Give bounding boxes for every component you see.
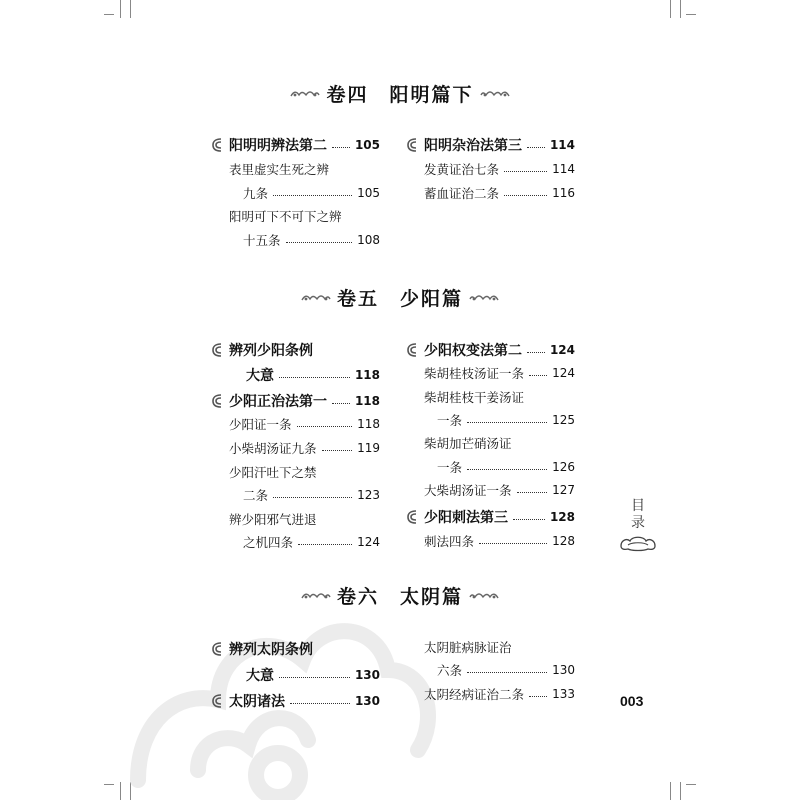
crop-mark — [130, 0, 131, 18]
toc-entry-label: 太阴脏病脉证治 — [424, 640, 512, 655]
leader-dots — [297, 426, 353, 427]
toc-page-number: 114 — [549, 138, 575, 152]
toc-entry[interactable] — [229, 437, 380, 459]
toc-entry[interactable] — [229, 158, 329, 180]
crop-mark — [104, 784, 114, 785]
section-title-text: 卷六 太阴篇 — [336, 585, 463, 608]
toc-entry-label: 柴胡桂枝汤证一条 — [424, 366, 525, 381]
toc-entry[interactable] — [243, 229, 380, 251]
leader-dots — [467, 469, 547, 470]
scroll-marker-icon — [210, 693, 226, 709]
leader-dots — [279, 677, 350, 678]
side-tab-char: 目 — [631, 498, 645, 514]
toc-page-number: 126 — [552, 460, 575, 474]
toc-entry-label: 柴胡桂枝干姜汤证 — [424, 390, 525, 405]
crop-mark — [670, 782, 671, 800]
cloud-ornament-icon — [469, 291, 499, 303]
leader-dots — [513, 519, 545, 520]
toc-entry[interactable] — [437, 409, 575, 431]
leader-dots — [298, 544, 352, 545]
toc-entry-label: 二条 — [243, 488, 269, 503]
toc-entry[interactable] — [405, 339, 575, 361]
toc-entry-label: 少阳刺法第三 — [424, 510, 508, 526]
leader-dots — [273, 195, 352, 196]
toc-entry[interactable] — [229, 205, 342, 227]
toc-entry-label: 少阳汗吐下之禁 — [229, 465, 317, 480]
leader-dots — [467, 422, 547, 423]
toc-page-number: 123 — [357, 488, 380, 502]
leader-dots — [504, 195, 547, 196]
leader-dots — [332, 147, 350, 148]
toc-entry[interactable] — [210, 638, 313, 660]
toc-entry-label: 阳明杂治法第三 — [424, 138, 522, 154]
crop-mark — [120, 0, 121, 18]
toc-page-number: 130 — [552, 663, 575, 677]
toc-entry-label: 六条 — [437, 663, 463, 678]
toc-entry[interactable] — [424, 432, 512, 454]
toc-entry[interactable] — [210, 339, 313, 361]
leader-dots — [286, 242, 353, 243]
leader-dots — [322, 450, 353, 451]
leader-dots — [467, 672, 547, 673]
toc-page-number: 128 — [549, 510, 575, 524]
crop-mark — [686, 14, 696, 15]
cloud-ornament-icon — [290, 87, 320, 99]
toc-entry-label: 刺法四条 — [424, 534, 475, 549]
section-title — [0, 580, 800, 610]
crop-mark — [104, 14, 114, 15]
toc-entry-label: 阳明可下不可下之辨 — [229, 209, 342, 224]
section-title — [0, 282, 800, 312]
toc-entry-label: 辨列少阳条例 — [229, 343, 313, 359]
toc-entry-label: 大意 — [246, 368, 274, 384]
leader-dots — [273, 497, 352, 498]
toc-page-number: 118 — [354, 394, 380, 408]
leader-dots — [504, 171, 547, 172]
toc-page-number: 133 — [552, 687, 575, 701]
toc-entry[interactable] — [210, 390, 380, 412]
toc-page-number: 105 — [357, 186, 380, 200]
leader-dots — [527, 147, 545, 148]
toc-page-number: 118 — [357, 417, 380, 431]
toc-entry[interactable] — [229, 508, 317, 530]
toc-entry[interactable] — [424, 636, 512, 658]
toc-entry-label: 太阴诸法 — [229, 694, 285, 710]
toc-entry[interactable] — [424, 683, 575, 705]
toc-entry[interactable] — [210, 134, 380, 156]
toc-entry[interactable] — [243, 182, 380, 204]
toc-entry[interactable] — [424, 362, 575, 384]
toc-entry-label: 九条 — [243, 186, 269, 201]
section-title-text: 卷四 阳明篇下 — [326, 83, 474, 106]
crop-mark — [686, 784, 696, 785]
leader-dots — [529, 375, 547, 376]
toc-entry[interactable] — [246, 364, 380, 386]
toc-entry-label: 少阳证一条 — [229, 417, 292, 432]
scroll-marker-icon — [405, 509, 421, 525]
toc-entry-label: 十五条 — [243, 233, 281, 248]
leader-dots — [517, 492, 548, 493]
toc-page-number: 116 — [552, 186, 575, 200]
toc-entry-label: 表里虚实生死之辨 — [229, 162, 330, 177]
toc-entry-label: 一条 — [437, 460, 463, 475]
toc-entry-label: 少阳权变法第二 — [424, 343, 522, 359]
scroll-marker-icon — [210, 137, 226, 153]
toc-entry[interactable] — [437, 456, 575, 478]
toc-entry-label: 阳明明辨法第二 — [229, 138, 327, 154]
toc-page-number: 128 — [552, 534, 575, 548]
crop-mark — [670, 0, 671, 18]
scroll-marker-icon — [210, 342, 226, 358]
leader-dots — [332, 403, 350, 404]
toc-entry-label: 辨少阳邪气进退 — [229, 512, 317, 527]
leader-dots — [290, 703, 350, 704]
section-title — [0, 78, 800, 108]
toc-entry[interactable] — [424, 479, 575, 501]
toc-entry-label: 大柴胡汤证一条 — [424, 483, 512, 498]
toc-entry-label: 之机四条 — [243, 535, 294, 550]
toc-page-number: 125 — [552, 413, 575, 427]
toc-entry[interactable] — [229, 461, 317, 483]
toc-entry-label: 大意 — [246, 668, 274, 684]
cloud-emblem-icon — [618, 534, 658, 552]
toc-entry[interactable] — [405, 134, 575, 156]
leader-dots — [479, 543, 547, 544]
toc-page-number: 119 — [357, 441, 380, 455]
page-number: 003 — [620, 693, 644, 709]
toc-page-number: 124 — [357, 535, 380, 549]
toc-entry-label: 少阳正治法第一 — [229, 394, 327, 410]
toc-entry[interactable] — [424, 530, 575, 552]
toc-entry[interactable] — [424, 182, 575, 204]
toc-entry-label: 太阴经病证治二条 — [424, 687, 525, 702]
leader-dots — [527, 352, 545, 353]
toc-entry[interactable] — [210, 690, 380, 712]
toc-entry-label: 一条 — [437, 413, 463, 428]
toc-page-number: 105 — [354, 138, 380, 152]
crop-mark — [680, 0, 681, 18]
leader-dots — [529, 696, 547, 697]
side-tab-char: 录 — [631, 515, 645, 531]
toc-entry-label: 小柴胡汤证九条 — [229, 441, 317, 456]
toc-page-number: 124 — [552, 366, 575, 380]
toc-page-number: 130 — [354, 694, 380, 708]
side-tab — [616, 498, 660, 556]
cloud-ornament-icon — [301, 291, 331, 303]
toc-entry[interactable] — [246, 664, 380, 686]
toc-entry-label: 辨列太阴条例 — [229, 642, 313, 658]
toc-entry[interactable] — [229, 413, 380, 435]
toc-entry[interactable] — [405, 506, 575, 528]
section-title-text: 卷五 少阳篇 — [336, 287, 463, 310]
cloud-ornament-icon — [469, 589, 499, 601]
scroll-marker-icon — [210, 641, 226, 657]
cloud-ornament-icon — [301, 589, 331, 601]
crop-mark — [680, 782, 681, 800]
scroll-marker-icon — [405, 137, 421, 153]
toc-page-number: 118 — [354, 368, 380, 382]
toc-entry[interactable] — [243, 531, 380, 553]
toc-entry[interactable] — [243, 484, 380, 506]
toc-page-number: 114 — [552, 162, 575, 176]
toc-entry[interactable] — [424, 386, 524, 408]
cloud-ornament-icon — [480, 87, 510, 99]
toc-page-number: 130 — [354, 668, 380, 682]
toc-entry[interactable] — [437, 659, 575, 681]
scroll-marker-icon — [210, 393, 226, 409]
toc-entry-label: 蓄血证治二条 — [424, 186, 500, 201]
toc-page-number: 124 — [549, 343, 575, 357]
toc-page-number: 108 — [357, 233, 380, 247]
toc-page-number: 127 — [552, 483, 575, 497]
toc-entry[interactable] — [424, 158, 575, 180]
toc-entry-label: 柴胡加芒硝汤证 — [424, 436, 512, 451]
leader-dots — [279, 377, 350, 378]
toc-entry-label: 发黄证治七条 — [424, 162, 500, 177]
scroll-marker-icon — [405, 342, 421, 358]
